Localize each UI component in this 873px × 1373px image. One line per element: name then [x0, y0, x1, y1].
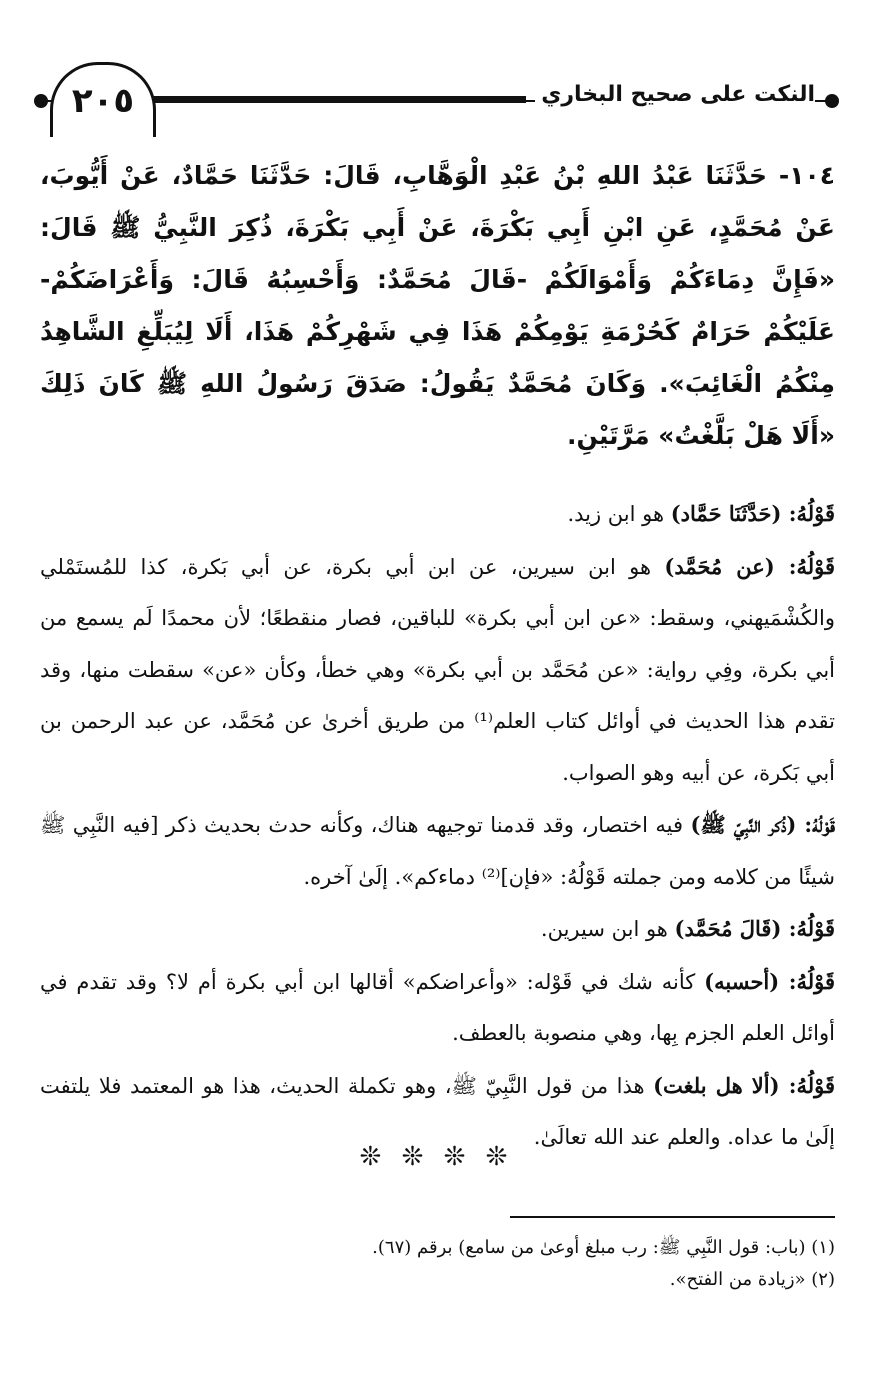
section-divider-ornaments: ❊ ❊ ❊ ❊ [359, 1142, 514, 1172]
header-dot-right [825, 94, 839, 108]
commentary [40, 488, 835, 1164]
page-header [0, 0, 873, 140]
comment-lead: قَوْلُهُ: (حَدَّثَنَا حَمَّاد) [670, 501, 835, 526]
comment-paragraph [40, 903, 835, 956]
footnote-separator [510, 1216, 835, 1218]
hadith-text: ١٠٤- حَدَّثَنَا عَبْدُ اللهِ بْنُ عَبْدِ الْوَهَّابِ، قَالَ: حَدَّثَنَا حَمَّادٌ، عَنْ أَيُّوبَ، عَنْ مُحَمَّدٍ، عَنِ ابْنِ أَبِي بَكْرَةَ، عَنْ أَبِي بَكْرَةَ، ذُكِرَ النَّبِيُّ ﷺ قَالَ: «فَإِنَّ دِمَاءَكُمْ وَأَمْوَالَكُمْ -قَالَ مُحَمَّدٌ: وَأَحْسِبُهُ قَالَ: وَأَعْرَاضَكُمْ- عَلَيْكُمْ حَرَامٌ كَحُرْمَةِ يَوْمِكُمْ هَذَا فِي شَهْرِكُمْ هَذَا، أَلَا لِيُبَلِّغِ الشَّاهِدُ مِنْكُمُ الْغَائِبَ». وَكَانَ مُحَمَّدٌ يَقُولُ: صَدَقَ رَسُولُ اللهِ ﷺ كَانَ ذَلِكَ «أَلَا هَلْ بَلَّغْتُ» مَرَّتَيْنِ. [40, 161, 835, 450]
footnote-2: (٢) «زيادة من الفتح». [669, 1269, 835, 1290]
comment-text: هو ابن سيرين، عن ابن أبي بكرة، عن أبي بَكرة، كذا للمُستَمْلي والكُشْمَيهني، وسقط: «عن ابن أبي بكرة» للباقين، فصار منقطعًا؛ لأن محمدًا لَم يسمع من أبي بكرة، وفِي رواية: «عن مُحَمَّد بن أبي بكرة» وهي خطأ، وكأن «عن» سقطت منها، وقد تقدم هذا الحديث في أوائل كتاب العلم⁽¹⁾ من طريق أخرىٰ عن مُحَمَّد، عن عبد الرحمن بن أبي بَكرة، عن أبيه وهو الصواب. [40, 554, 835, 785]
comment-paragraph [40, 541, 835, 800]
comment-lead: قَوْلُهُ: (قَالَ مُحَمَّد) [674, 916, 835, 941]
comment-paragraph [40, 799, 835, 903]
comment-paragraph [40, 488, 835, 541]
page-number: ٢٠٥ [50, 62, 156, 137]
comment-lead: قَوْلُهُ: (ألا هل بلغت) [653, 1072, 835, 1098]
page-body [40, 150, 835, 1164]
comment-text: كأنه شك في قَوْله: «وأعراضكم» أقالها ابن أبي بكرة أم لا؟ وقد تقدم في أوائل العلم الجزم بِها، وهي منصوبة بالعطف. [40, 969, 835, 1045]
comment-paragraph [40, 956, 835, 1060]
header-rule-thick [150, 96, 526, 103]
comment-lead: قَوْلُهُ: (عن مُحَمَّد) [664, 553, 835, 579]
running-title: النكت على صحيح البخاري [535, 82, 815, 107]
comment-lead: قَوْلُهُ: (أحسبه) [704, 968, 836, 994]
comment-text: هذا من قول النَّبِيّ ﷺ، وهو تكملة الحديث، هذا هو المعتمد فلا يلتفت إلَىٰ ما عداه. والعلم عند الله تعالَىٰ. [40, 1073, 835, 1149]
header-dot-left [34, 94, 48, 108]
comment-lead: قَوْلُهُ: (ذُكر النَّبِيّ ﷺ) [690, 812, 835, 837]
comment-text: هو ابن زيد. [567, 502, 671, 526]
comment-text: هو ابن سيرين. [540, 917, 675, 941]
footnotes [40, 1232, 835, 1296]
footnote-1: (١) (باب: قول النَّبِي ﷺ: رب مبلغ أوعىٰ من سامع) برقم (٦٧). [372, 1237, 835, 1258]
comment-text: فيه اختصار، وقد قدمنا توجيهه هناك، وكأنه حدث بحديث ذكر [فيه النَّبِي ﷺ شيئًا من كلامه ومن جملته قَوْلُهُ: «فإن]⁽²⁾ دماءكم». إلَىٰ آخره. [40, 813, 835, 889]
